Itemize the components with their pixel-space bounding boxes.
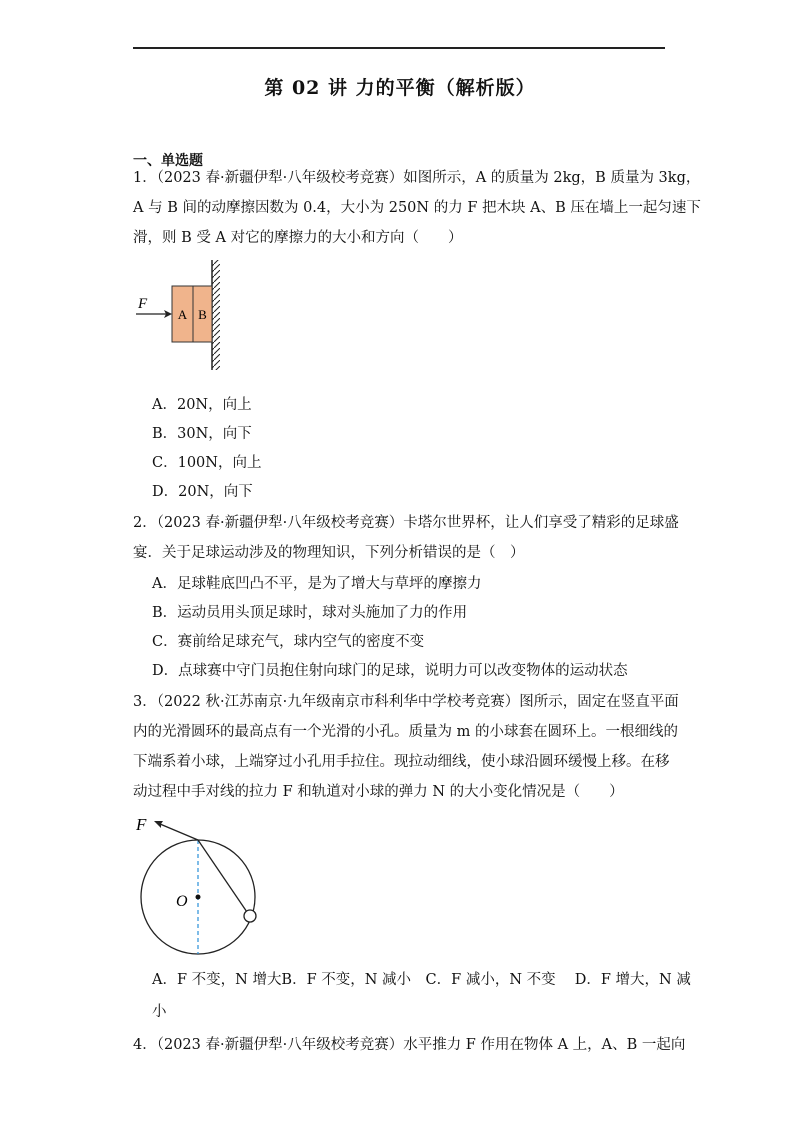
- q3-options-wrap: 小: [152, 1004, 167, 1020]
- q1-figure: [130, 258, 250, 374]
- q2-option-a: A．足球鞋底凹凸不平，是为了增大与草坪的摩擦力: [152, 576, 482, 592]
- q1-option-d: D．20N，向下: [152, 484, 253, 500]
- q1-line-2: A 与 B 间的动摩擦因数为 0.4，大小为 250N 的力 F 把木块 A、B 压在墙上一起匀速下: [133, 200, 701, 216]
- q3-line-4: 动过程中手对线的拉力 F 和轨道对小球的弹力 N 的大小变化情况是（ ）: [133, 784, 624, 800]
- q2-option-c: C．赛前给足球充气，球内空气的密度不变: [152, 634, 425, 650]
- q1-option-a: A．20N，向上: [152, 397, 252, 413]
- q1-line-3: 滑，则 B 受 A 对它的摩擦力的大小和方向（ ）: [133, 230, 463, 246]
- small-ball: [244, 910, 256, 922]
- center-label: O: [176, 893, 188, 910]
- q2-line-2: 宴．关于足球运动涉及的物理知识，下列分析错误的是（ ）: [133, 545, 525, 561]
- q3-line-3: 下端系着小球，上端穿过小孔用手拉住。现拉动细线，使小球沿圆环缓慢上移。在移: [133, 754, 670, 770]
- q3-options: A．F 不变，N 增大B．F 不变，N 减小 C．F 减小，N 不变 D．F 增大，N 减: [152, 972, 691, 988]
- q2-option-b: B．运动员用头顶足球时，球对头施加了力的作用: [152, 605, 468, 621]
- block-a-label: A: [177, 307, 188, 322]
- header-rule: [133, 47, 665, 49]
- q2-option-d: D．点球赛中守门员抱住射向球门的足球，说明力可以改变物体的运动状态: [152, 663, 628, 679]
- page-title: 第 02 讲 力的平衡（解析版）: [264, 77, 536, 99]
- q1-line-1: 1．（2023 春·新疆伊犁·八年级校考竞赛）如图所示，A 的质量为 2kg，B 质量为 3kg，: [133, 170, 701, 186]
- force-label: F: [138, 296, 148, 312]
- q3-line-1: 3．（2022 秋·江苏南京·九年级南京市科利华中学校考竞赛）图所示，固定在竖直平面: [133, 694, 679, 710]
- string: [198, 840, 249, 915]
- q3-line-2: 内的光滑圆环的最高点有一个光滑的小孔。质量为 m 的小球套在圆环上。一根细线的: [133, 724, 678, 740]
- section-heading: 一、单选题: [133, 153, 203, 169]
- q3-figure: [132, 810, 262, 960]
- wall-hatch: [212, 260, 220, 370]
- force-arrow: [160, 824, 198, 840]
- q1-option-c: C．100N，向上: [152, 455, 262, 471]
- q1-option-b: B．30N，向下: [152, 426, 252, 442]
- center-point: [196, 895, 201, 900]
- q2-line-1: 2．（2023 春·新疆伊犁·八年级校考竞赛）卡塔尔世界杯，让人们享受了精彩的足球盛: [133, 515, 679, 531]
- block-b-label: B: [198, 307, 207, 322]
- force-label: F: [136, 815, 147, 834]
- q4-line-1: 4．（2023 春·新疆伊犁·八年级校考竞赛）水平推力 F 作用在物体 A 上，A、B 一起向: [133, 1037, 686, 1053]
